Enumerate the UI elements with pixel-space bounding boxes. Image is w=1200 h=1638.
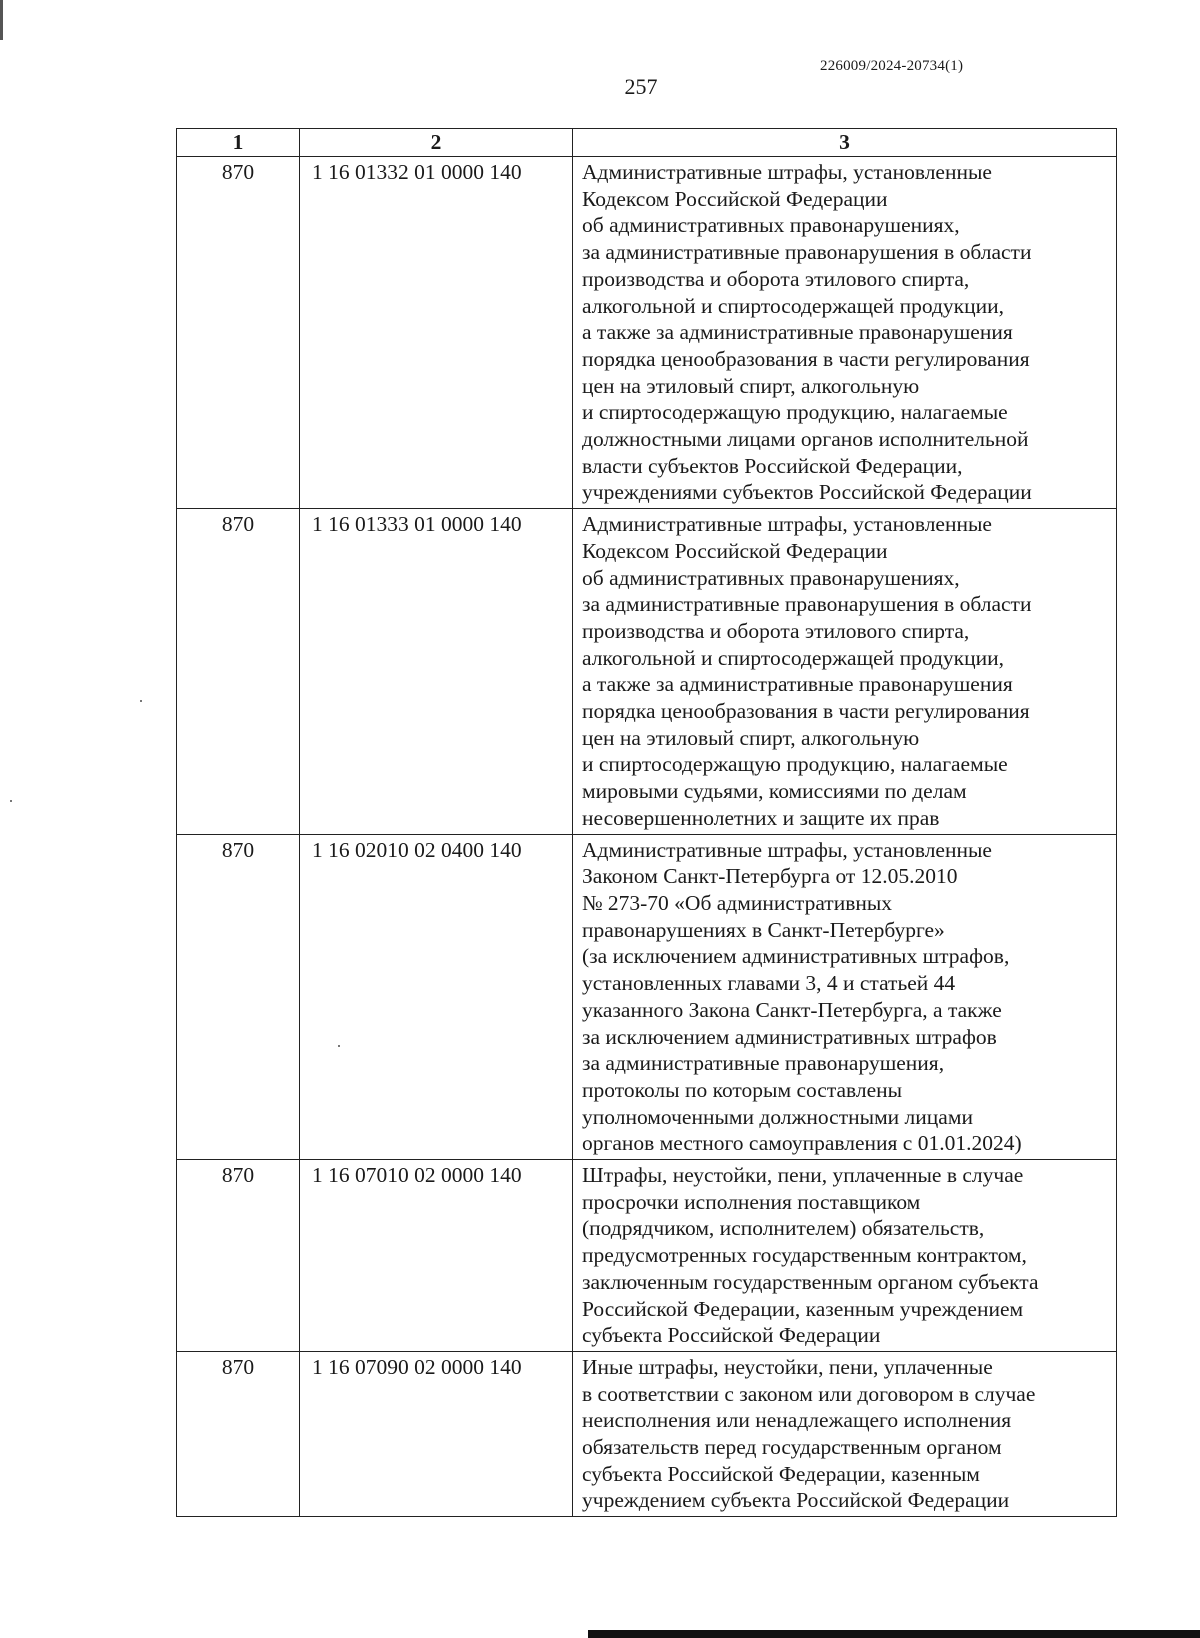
admin-code-cell: 870 [177, 157, 300, 509]
description-line: субъекта Российской Федерации, казенным [582, 1461, 980, 1486]
description-line: неисполнения или ненадлежащего исполнения [582, 1408, 1012, 1433]
description-line: несовершеннолетних и защите их прав [582, 805, 940, 830]
kbk-code-cell: 1 16 07090 02 0000 140 [300, 1351, 573, 1516]
description-line: а также за административные правонарушения [582, 672, 1013, 697]
description-line: Российской Федерации, казенным учреждением [582, 1296, 1024, 1321]
scan-bottom-bar [588, 1630, 1200, 1638]
description-line: и спиртосодержащую продукцию, налагаемые [582, 752, 1008, 777]
description-line: Административные штрафы, установленные [582, 837, 992, 862]
description-cell [573, 834, 1117, 1159]
kbk-code-cell: 1 16 02010 02 0400 140 [300, 834, 573, 1159]
description-line: за административные правонарушения в области [582, 592, 1032, 617]
column-header-2: 2 [300, 129, 573, 157]
description-cell [573, 1351, 1117, 1516]
description-line: Кодексом Российской Федерации [582, 538, 888, 563]
scan-speck [140, 700, 142, 702]
description-line: просрочки исполнения поставщиком [582, 1189, 921, 1214]
table-header-row [177, 129, 1117, 157]
description-line: производства и оборота этилового спирта, [582, 618, 970, 643]
description-line: об административных правонарушениях, [582, 213, 960, 238]
table-row [177, 834, 1117, 1159]
description-line: субъекта Российской Федерации [582, 1323, 881, 1348]
document-id: 226009/2024-20734(1) [820, 58, 964, 74]
description-line: производства и оборота этилового спирта, [582, 266, 970, 291]
description-line: и спиртосодержащую продукцию, налагаемые [582, 400, 1008, 425]
description-line: учреждениями субъектов Российской Федерации [582, 480, 1032, 505]
description-line: цен на этиловый спирт, алкогольную [582, 725, 920, 750]
description-line: Административные штрафы, установленные [582, 160, 992, 184]
description-line: правонарушениях в Санкт-Петербурге» [582, 917, 945, 942]
description-line: а также за административные правонарушения [582, 320, 1013, 345]
description-line: мировыми судьями, комиссиями по делам [582, 779, 967, 804]
page-number: 257 [624, 74, 658, 99]
scan-speck [10, 800, 12, 802]
column-header-1: 1 [177, 129, 300, 157]
description-line: (подрядчиком, исполнителем) обязательств, [582, 1216, 985, 1241]
description-line: заключенным государственным органом субъекта [582, 1269, 1039, 1294]
description-line: Кодексом Российской Федерации [582, 186, 888, 211]
table-row [177, 1351, 1117, 1516]
description-line: установленных главами 3, 4 и статьей 44 [582, 971, 956, 996]
description-line: власти субъектов Российской Федерации, [582, 453, 963, 478]
description-cell [573, 509, 1117, 834]
description-line: протоколы по которым составлены [582, 1077, 903, 1102]
admin-code-cell: 870 [177, 834, 300, 1159]
description-cell [573, 157, 1117, 509]
description-line: об административных правонарушениях, [582, 565, 960, 590]
scan-edge-mark [0, 0, 3, 40]
description-line: в соответствии с законом или договором в случае [582, 1381, 1036, 1406]
description-line: № 273-70 «Об административных [582, 890, 893, 915]
description-line: за административные правонарушения, [582, 1051, 945, 1076]
column-header-3: 3 [573, 129, 1117, 157]
kbk-code-cell: 1 16 07010 02 0000 140 [300, 1160, 573, 1352]
description-cell [573, 1160, 1117, 1352]
description-line: уполномоченными должностными лицами [582, 1104, 973, 1129]
description-line: указанного Закона Санкт-Петербурга, а также [582, 997, 1002, 1022]
admin-code-cell: 870 [177, 509, 300, 834]
description-line: порядка ценообразования в части регулирования [582, 699, 1030, 724]
table-body [177, 157, 1117, 1517]
description-line: алкогольной и спиртосодержащей продукции, [582, 293, 1004, 318]
admin-code-cell: 870 [177, 1351, 300, 1516]
table-row [177, 509, 1117, 834]
table-row [177, 157, 1117, 509]
description-line: органов местного самоуправления с 01.01.2024) [582, 1131, 1022, 1156]
description-line: предусмотренных государственным контрактом, [582, 1243, 1027, 1268]
kbk-code-cell: 1 16 01332 01 0000 140 [300, 157, 573, 509]
kbk-code-cell: 1 16 01333 01 0000 140 [300, 509, 573, 834]
description-line: (за исключением административных штрафов, [582, 944, 1010, 969]
description-line: за исключением административных штрафов [582, 1024, 997, 1049]
admin-code-cell: 870 [177, 1160, 300, 1352]
description-line: за административные правонарушения в области [582, 240, 1032, 265]
description-line: Законом Санкт-Петербурга от 12.05.2010 [582, 864, 958, 889]
description-line: обязательств перед государственным органом [582, 1435, 1002, 1460]
description-line: Административные штрафы, установленные [582, 512, 992, 537]
description-line: порядка ценообразования в части регулирования [582, 346, 1030, 371]
table-row [177, 1160, 1117, 1352]
budget-codes-table [176, 128, 1117, 1517]
description-line: Иные штрафы, неустойки, пени, уплаченные [582, 1354, 993, 1379]
description-line: Штрафы, неустойки, пени, уплаченные в случае [582, 1163, 1024, 1188]
description-line: алкогольной и спиртосодержащей продукции, [582, 645, 1004, 670]
description-line: цен на этиловый спирт, алкогольную [582, 373, 920, 398]
description-line: учреждением субъекта Российской Федерации [582, 1488, 1010, 1513]
description-line: должностными лицами органов исполнительной [582, 427, 1029, 452]
